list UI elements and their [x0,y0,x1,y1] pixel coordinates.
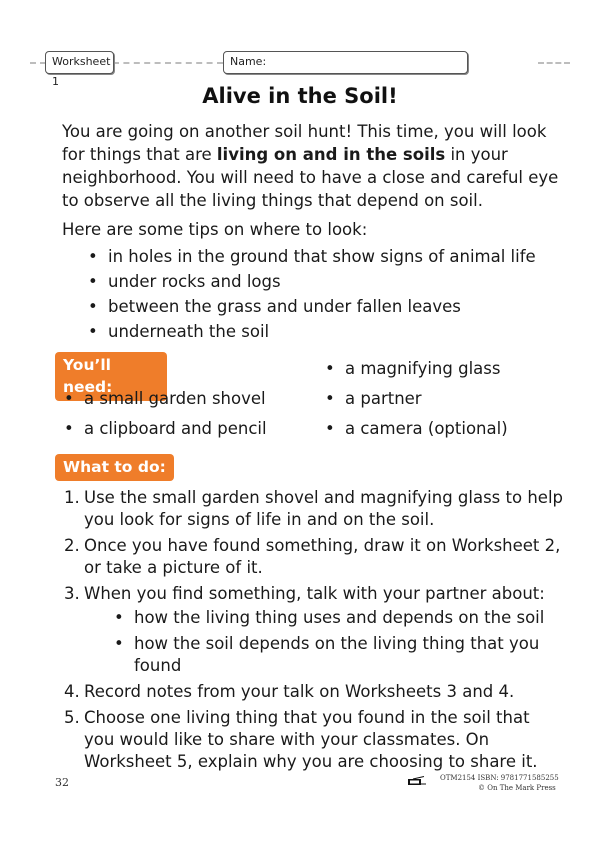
divider [538,62,570,64]
divider [30,62,46,64]
steps-list [64,487,564,777]
list-item: • in holes in the ground that show signs of animal life [88,244,536,269]
page-title: Alive in the Soil! [202,84,398,108]
intro-text: in your neighborhood. You will need to have a close and careful eye to observe all the living things that depend on soil. [62,145,559,210]
list-item: • a magnifying glass [325,354,508,384]
list-item: • a camera (optional) [325,414,508,444]
step-number: 1. [64,488,80,507]
intro-bold-text: living on and in the soils [216,145,446,164]
divider [113,62,223,64]
materials-list-left [64,384,267,444]
step-item [64,707,564,773]
step-number: 2. [64,536,80,555]
worksheet-label: Worksheet 1 [45,51,114,74]
list-item: • under rocks and logs [88,269,536,294]
tips-lead: Here are some tips on where to look: [62,220,368,239]
what-to-do-badge: What to do: [55,454,174,481]
step-item [64,583,564,677]
name-field[interactable]: Name: [223,51,468,74]
step-text: When you find something, talk with your partner about: [84,584,545,603]
list-item: • a small garden shovel [64,384,267,414]
intro-paragraph [62,120,562,212]
list-item: • a partner [325,384,508,414]
step-text: Once you have found something, draw it on Worksheet 2, or take a picture of it. [84,536,561,577]
youll-need-badge: You’ll need: [55,352,167,401]
list-item: • between the grass and under fallen leaves [88,294,536,319]
product-code: OTM2154 ISBN: 9781771585255 [440,774,559,782]
step-item [64,681,564,703]
step-sublist [114,607,564,677]
step-number: 3. [64,584,80,603]
step-number: 4. [64,682,80,701]
step-text: Use the small garden shovel and magnifying glass to help you look for signs of life in and on the soil. [84,488,563,529]
step-text: Record notes from your talk on Worksheets 3 and 4. [84,682,515,701]
copyright: © On The Mark Press [478,784,556,792]
list-item: • how the soil depends on the living thing that you found [114,633,564,677]
page-number: 32 [55,776,69,789]
list-item: • a clipboard and pencil [64,414,267,444]
materials-list-right [325,354,508,444]
step-number: 5. [64,708,80,727]
step-text: Choose one living thing that you found in the soil that you would like to share with your classmates. On Worksheet 5, explain why you are choosing to share it. [84,708,538,771]
tips-list [88,244,536,344]
list-item: • underneath the soil [88,319,536,344]
step-item [64,535,564,579]
list-item: • how the living thing uses and depends on the soil [114,607,564,629]
step-item [64,487,564,531]
worksheet-header [0,51,600,88]
intro-text: You are going on another soil hunt! This time, you will look for things that are [62,122,547,164]
publisher-logo-icon [407,776,427,786]
